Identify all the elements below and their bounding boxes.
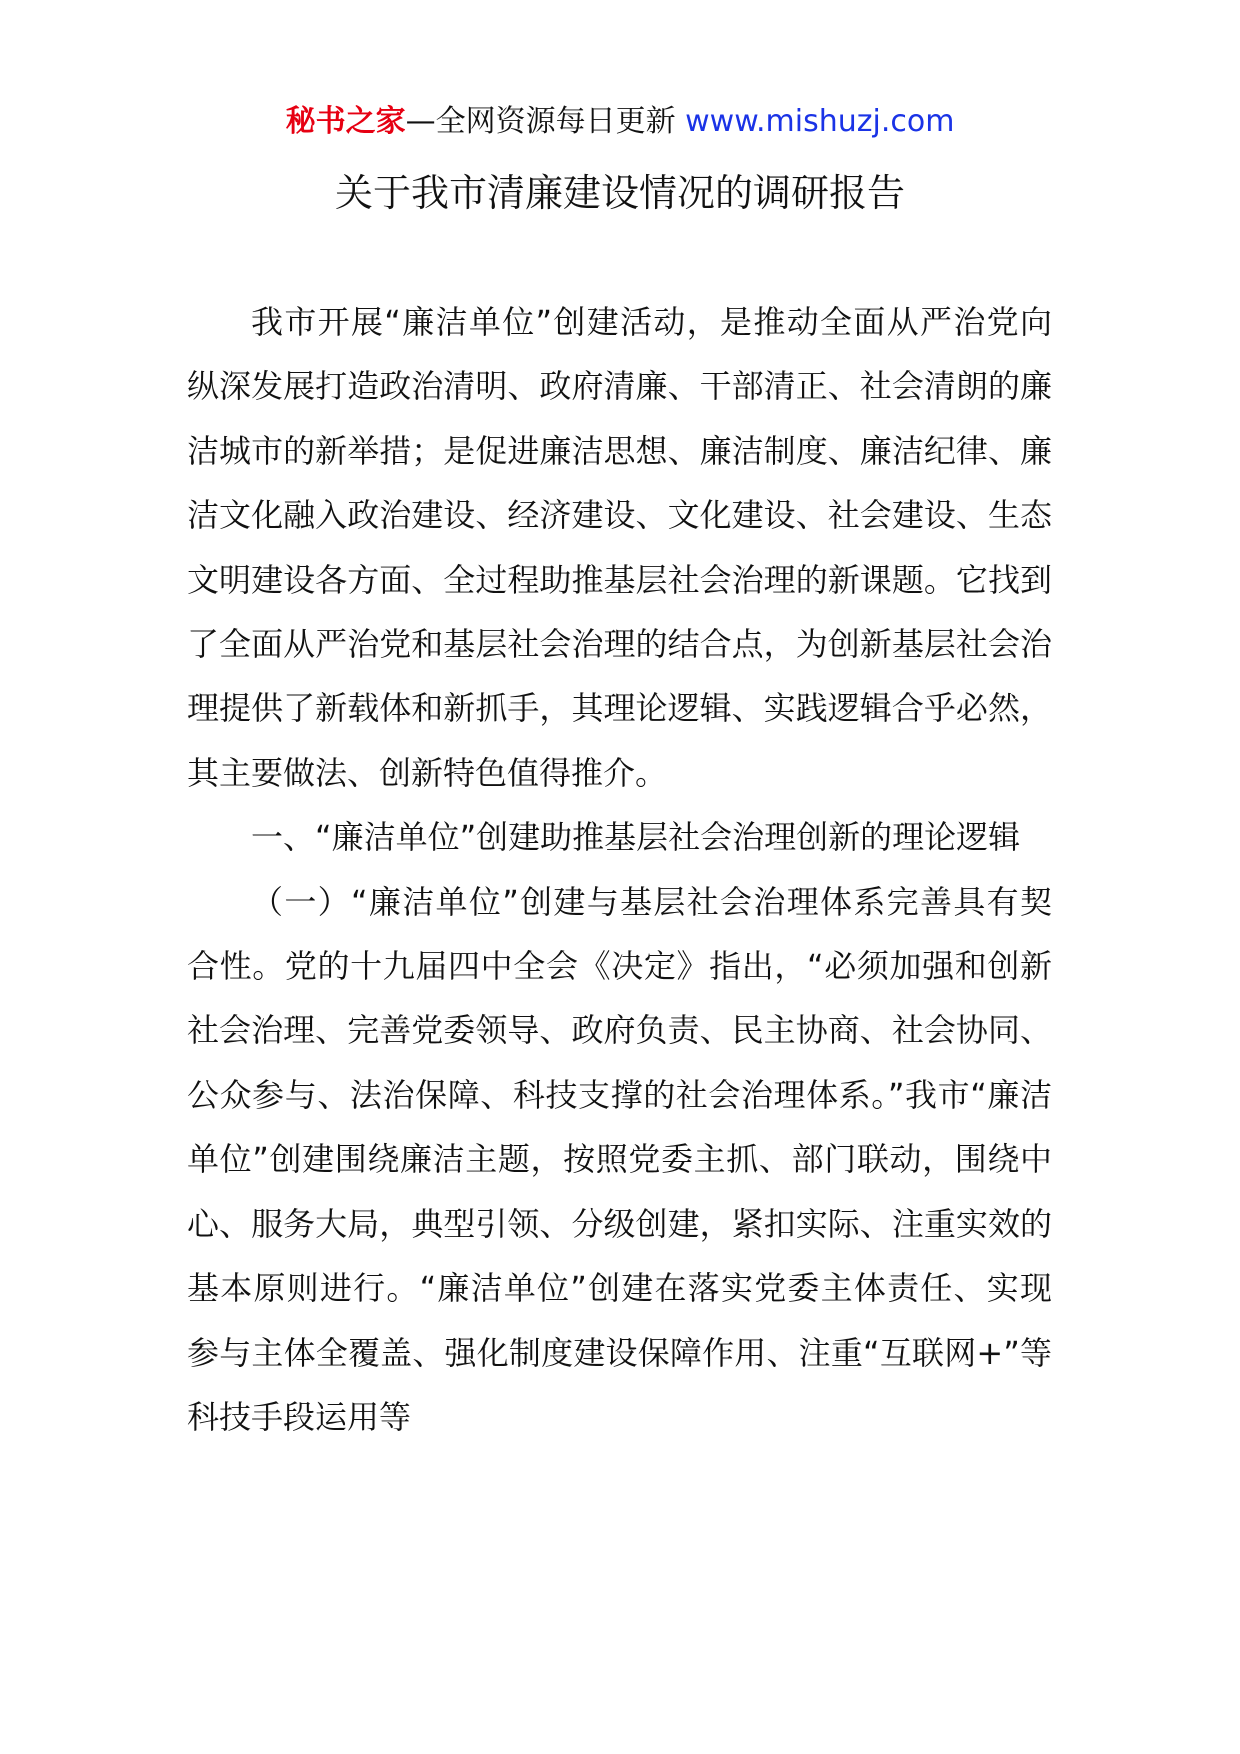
document-body	[187, 290, 1052, 1449]
site-header	[0, 100, 1240, 144]
brand-name: 秘书之家	[285, 104, 406, 139]
site-url-link[interactable]: www.mishuzj.com	[685, 104, 955, 139]
subsection-paragraph: （一）“廉洁单位”创建与基层社会治理体系完善具有契合性。党的十九届四中全会《决定》指出，“必须加强和创新社会治理、完善党委领导、政府负责、民主协商、社会协同、公众参与、法治保障、科技支撑的社会治理体系。”我市“廉洁单位”创建围绕廉洁主题，按照党委主抓、部门联动，围绕中心、服务大局，典型引领、分级创建，紧扣实际、注重实效的基本原则进行。“廉洁单位”创建在落实党委主体责任、实现参与主体全覆盖、强化制度建设保障作用、注重“互联网+”等科技手段运用等	[187, 882, 1052, 1436]
intro-paragraph: 我市开展“廉洁单位”创建活动，是推动全面从严治党向纵深发展打造政治清明、政府清廉、干部清正、社会清朗的廉洁城市的新举措；是促进廉洁思想、廉洁制度、廉洁纪律、廉洁文化融入政治建设、经济建设、文化建设、社会建设、生态文明建设各方面、全过程助推基层社会治理的新课题。它找到了全面从严治党和基层社会治理的结合点，为创新基层社会治理提供了新载体和新抓手，其理论逻辑、实践逻辑合乎必然，其主要做法、创新特色值得推介。	[187, 303, 1052, 792]
section-heading: 一、“廉洁单位”创建助推基层社会治理创新的理论逻辑	[251, 818, 1021, 857]
document-title: 关于我市清廉建设情况的调研报告	[334, 171, 905, 215]
header-tagline: —全网资源每日更新	[405, 104, 676, 139]
